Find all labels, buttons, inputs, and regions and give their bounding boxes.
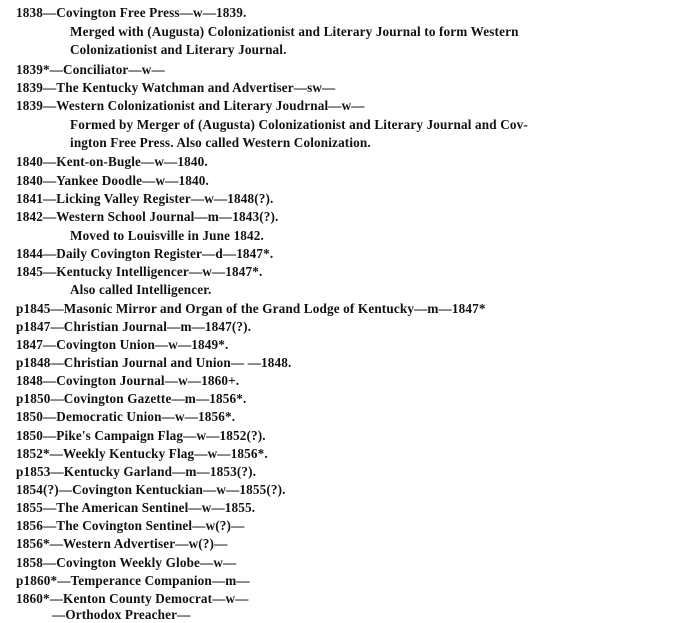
- entry-1855-american-sentinel: 1855—The American Sentinel—w—1855.: [16, 500, 256, 515]
- entry-1858-covington-weekly-globe: 1858—Covington Weekly Globe—w—: [16, 555, 237, 570]
- entry-1860-kenton-county-democrat: 1860*—Kenton County Democrat—w—: [16, 591, 249, 606]
- entry-1852-weekly-kentucky-flag: 1852*—Weekly Kentucky Flag—w—1856*.: [16, 446, 268, 461]
- entry-note: Also called Intelligencer.: [70, 282, 212, 297]
- entry-1850-pikes-campaign-flag: 1850—Pike's Campaign Flag—w—1852(?).: [16, 428, 266, 443]
- entry-note: Colonizationist and Literary Journal.: [70, 42, 287, 57]
- entry-p1845-masonic-mirror: p1845—Masonic Mirror and Organ of the Grand Lodge of Kentucky—m—1847*: [16, 301, 486, 316]
- entry-p1860-temperance-companion: p1860*—Temperance Companion—m—: [16, 573, 250, 588]
- entry-note: Moved to Louisville in June 1842.: [70, 228, 264, 243]
- entry-1850-democratic-union: 1850—Democratic Union—w—1856*.: [16, 409, 236, 424]
- entry-1840-kent-on-bugle: 1840—Kent-on-Bugle—w—1840.: [16, 154, 208, 169]
- entry-1845-kentucky-intelligencer: 1845—Kentucky Intelligencer—w—1847*.: [16, 264, 263, 279]
- entry-1854-covington-kentuckian: 1854(?)—Covington Kentuckian—w—1855(?).: [16, 482, 286, 497]
- entry-p1847-christian-journal: p1847—Christian Journal—m—1847(?).: [16, 319, 252, 334]
- entry-1856-covington-sentinel: 1856—The Covington Sentinel—w(?)—: [16, 518, 245, 533]
- entry-p1848-christian-journal-and-union: p1848—Christian Journal and Union— —1848.: [16, 355, 292, 370]
- entry-1856-western-advertiser: 1856*—Western Advertiser—w(?)—: [16, 536, 228, 551]
- entry-1839-conciliator: 1839*—Conciliator—w—: [16, 62, 165, 77]
- entry-1848-covington-journal: 1848—Covington Journal—w—1860+.: [16, 373, 240, 388]
- entry-1841-licking-valley-register: 1841—Licking Valley Register—w—1848(?).: [16, 191, 274, 206]
- entry-orthodox-preacher: —Orthodox Preacher—: [52, 607, 191, 622]
- entry-note: ington Free Press. Also called Western Colonization.: [70, 135, 371, 150]
- entry-1839-western-colonizationist: 1839—Western Colonizationist and Literary Joudrnal—w—: [16, 98, 365, 113]
- entry-1839-kentucky-watchman: 1839—The Kentucky Watchman and Advertiser—sw—: [16, 80, 336, 95]
- entry-1842-western-school-journal: 1842—Western School Journal—m—1843(?).: [16, 209, 279, 224]
- entry-note: Merged with (Augusta) Colonizationist and Literary Journal to form Western: [70, 24, 519, 39]
- entry-1844-daily-covington-register: 1844—Daily Covington Register—d—1847*.: [16, 246, 274, 261]
- entry-1838-covington-free-press: 1838—Covington Free Press—w—1839.: [16, 5, 247, 20]
- entry-p1853-kentucky-garland: p1853—Kentucky Garland—m—1853(?).: [16, 464, 257, 479]
- entry-1840-yankee-doodle: 1840—Yankee Doodle—w—1840.: [16, 173, 209, 188]
- entry-note: Formed by Merger of (Augusta) Colonizationist and Literary Journal and Cov-: [70, 117, 528, 132]
- entry-1847-covington-union: 1847—Covington Union—w—1849*.: [16, 337, 229, 352]
- entry-p1850-covington-gazette: p1850—Covington Gazette—m—1856*.: [16, 391, 247, 406]
